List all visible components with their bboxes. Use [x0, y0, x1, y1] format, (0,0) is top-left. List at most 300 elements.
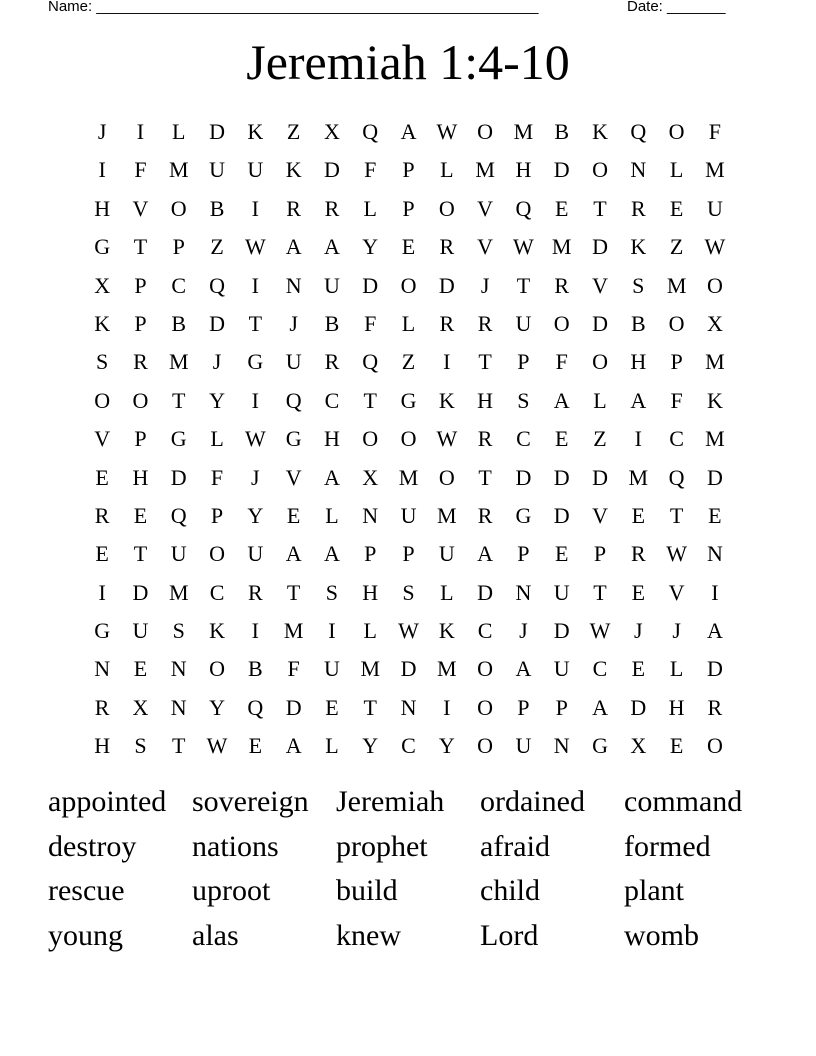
grid-letter: S: [134, 733, 147, 759]
grid-letter: U: [553, 579, 570, 605]
grid-letter: O: [668, 310, 685, 336]
grid-letter: T: [172, 733, 186, 759]
grid-letter: Q: [209, 272, 225, 298]
grid-letter: W: [436, 119, 458, 144]
grid-letter: R: [707, 694, 723, 720]
grid-letter: N: [400, 694, 417, 720]
grid-letter: V: [285, 464, 302, 490]
grid-letter: Y: [438, 733, 455, 759]
grid-letter: R: [439, 310, 455, 336]
word-list-item: Jeremiah: [336, 785, 445, 818]
grid-letter: R: [477, 310, 493, 336]
word-list-item: build: [336, 874, 398, 907]
grid-letter: Q: [362, 119, 379, 144]
grid-letter: D: [515, 464, 532, 490]
grid-letter: L: [363, 618, 377, 644]
grid-letter: Z: [593, 426, 607, 452]
grid-letter: M: [705, 157, 725, 183]
grid-letter: I: [136, 119, 145, 144]
grid-letter: T: [593, 579, 607, 605]
grid-letter: T: [478, 464, 492, 490]
grid-letter: D: [553, 464, 570, 490]
grid-letter: N: [285, 272, 302, 298]
grid-letter: K: [630, 234, 647, 260]
grid-letter: D: [323, 157, 340, 183]
grid-letter: S: [96, 349, 109, 375]
grid-letter: W: [206, 733, 228, 759]
grid-letter: D: [592, 464, 608, 490]
grid-letter: D: [477, 579, 494, 605]
grid-letter: L: [669, 656, 684, 682]
grid-letter: O: [668, 119, 685, 144]
grid-letter: D: [706, 464, 723, 490]
grid-letter: M: [705, 349, 725, 375]
grid-letter: O: [706, 272, 723, 298]
grid-letter: W: [244, 234, 266, 260]
grid-letter: O: [553, 310, 570, 336]
grid-letter: U: [247, 541, 264, 567]
grid-letter: J: [212, 349, 222, 375]
word-list: [48, 780, 768, 958]
grid-letter: I: [251, 195, 259, 221]
grid-letter: K: [438, 387, 455, 413]
grid-letter: Y: [362, 733, 379, 759]
grid-letter: P: [670, 349, 683, 375]
grid-letter: P: [402, 157, 415, 183]
grid-letter: E: [669, 195, 684, 221]
grid-letter: M: [168, 157, 189, 183]
grid-letter: I: [251, 272, 259, 298]
grid-letter: H: [94, 195, 111, 221]
grid-letter: A: [285, 234, 302, 260]
grid-letter: R: [94, 502, 110, 528]
grid-letter: R: [133, 349, 148, 375]
grid-letter: N: [170, 694, 187, 720]
grid-letter: Y: [209, 387, 225, 413]
grid-letter: V: [592, 502, 608, 528]
grid-letter: K: [706, 387, 723, 413]
grid-letter: C: [477, 618, 493, 644]
grid-letter: I: [634, 426, 642, 452]
grid-letter: M: [398, 464, 419, 490]
grid-letter: B: [209, 195, 225, 221]
grid-letter: W: [436, 426, 458, 452]
grid-letter: J: [672, 618, 681, 644]
grid-letter: E: [631, 579, 646, 605]
grid-letter: A: [706, 618, 723, 644]
grid-letter: I: [443, 349, 451, 375]
grid-letter: R: [94, 694, 110, 720]
grid-letter: Q: [668, 464, 685, 490]
word-list-item: child: [480, 874, 540, 907]
grid-letter: I: [711, 579, 719, 605]
grid-letter: A: [285, 541, 302, 567]
grid-letter: M: [666, 272, 687, 298]
grid-letter: G: [400, 387, 417, 413]
grid-letter: R: [324, 195, 340, 221]
grid-letter: U: [323, 656, 340, 682]
grid-letter: U: [400, 502, 417, 528]
grid-letter: J: [634, 618, 643, 644]
grid-letter: U: [170, 541, 187, 567]
grid-letter: C: [401, 733, 416, 759]
grid-letter: M: [437, 656, 457, 682]
grid-letter: P: [517, 694, 530, 720]
grid-letter: W: [398, 618, 419, 644]
word-list-item: ordained: [480, 785, 585, 818]
grid-letter: E: [554, 195, 569, 221]
grid-letter: X: [323, 119, 340, 144]
word-list-item: rescue: [48, 874, 125, 907]
grid-letter: O: [438, 195, 455, 221]
grid-letter: Q: [630, 119, 647, 144]
grid-letter: M: [705, 426, 725, 452]
grid-letter: D: [209, 119, 225, 144]
grid-letter: W: [704, 234, 726, 260]
grid-letter: W: [513, 234, 534, 260]
grid-letter: H: [132, 464, 149, 490]
grid-letter: D: [285, 694, 302, 720]
grid-letter: O: [438, 464, 455, 490]
grid-letter: I: [98, 157, 106, 183]
grid-letter: Z: [286, 119, 301, 144]
grid-letter: Z: [401, 349, 416, 375]
grid-letter: G: [515, 502, 532, 528]
grid-letter: E: [133, 502, 148, 528]
grid-letter: P: [402, 195, 415, 221]
grid-letter: A: [400, 119, 417, 144]
grid-letter: R: [477, 426, 493, 452]
grid-letter: G: [592, 733, 608, 759]
grid-letter: E: [325, 694, 339, 720]
word-list-item: command: [624, 785, 743, 818]
grid-letter: A: [323, 234, 340, 260]
grid-letter: O: [706, 733, 723, 759]
grid-letter: L: [325, 733, 339, 759]
grid-letter: D: [592, 234, 608, 260]
grid-letter: O: [132, 387, 149, 413]
grid-letter: C: [209, 579, 225, 605]
grid-letter: V: [477, 234, 494, 260]
grid-letter: V: [94, 426, 111, 452]
grid-letter: N: [630, 157, 647, 183]
grid-letter: P: [593, 541, 607, 567]
grid-letter: Y: [209, 694, 225, 720]
grid-letter: H: [94, 733, 111, 759]
grid-letter: R: [247, 579, 263, 605]
grid-letter: C: [324, 387, 340, 413]
grid-letter: E: [554, 426, 569, 452]
grid-letter: A: [323, 541, 340, 567]
date-field-label: Date: _______: [627, 0, 726, 15]
grid-letter: H: [668, 694, 685, 720]
grid-letter: T: [286, 579, 301, 605]
grid-letter: T: [593, 195, 607, 221]
grid-letter: J: [480, 272, 490, 298]
grid-letter: N: [553, 733, 570, 759]
grid-letter: H: [323, 426, 340, 452]
word-list-item: afraid: [480, 829, 550, 863]
grid-letter: N: [706, 541, 723, 567]
grid-letter: M: [168, 579, 189, 605]
grid-letter: T: [516, 272, 531, 298]
grid-letter: D: [400, 656, 417, 682]
grid-letter: M: [475, 157, 495, 183]
grid-letter: D: [438, 272, 455, 298]
grid-letter: U: [132, 618, 149, 644]
grid-letter: W: [666, 541, 687, 567]
grid-letter: O: [94, 387, 111, 413]
grid-letter: F: [287, 656, 300, 682]
grid-letter: U: [515, 733, 532, 759]
grid-letter: K: [247, 119, 264, 144]
grid-letter: H: [477, 387, 494, 413]
grid-letter: P: [172, 234, 185, 260]
grid-letter: T: [363, 694, 377, 720]
grid-letter: O: [170, 195, 187, 221]
grid-letter: A: [630, 387, 647, 413]
grid-letter: P: [210, 502, 224, 528]
grid-letter: R: [324, 349, 340, 375]
grid-letter: V: [132, 195, 149, 221]
grid-letter: O: [477, 656, 494, 682]
grid-letter: I: [98, 579, 106, 605]
word-list-item: knew: [336, 918, 401, 952]
grid-letter: L: [325, 502, 339, 528]
grid-letter: O: [400, 426, 417, 452]
word-list-item: uproot: [192, 874, 271, 907]
grid-letter: Z: [669, 234, 684, 260]
grid-letter: Y: [247, 502, 264, 528]
word-list-item: sovereign: [192, 785, 309, 818]
grid-letter: G: [94, 234, 111, 260]
grid-letter: M: [628, 464, 649, 490]
grid-letter: L: [210, 426, 224, 452]
grid-letter: S: [402, 579, 415, 605]
grid-letter: T: [133, 541, 148, 567]
grid-letter: J: [251, 464, 260, 490]
grid-letter: N: [362, 502, 379, 528]
grid-letter: E: [631, 656, 646, 682]
grid-letter: L: [593, 387, 607, 413]
word-list-item: Lord: [480, 918, 539, 952]
grid-letter: J: [289, 310, 298, 336]
word-search-grid: [83, 113, 734, 766]
grid-letter: O: [592, 349, 608, 375]
grid-letter: O: [209, 656, 225, 682]
grid-letter: O: [477, 119, 494, 144]
grid-letter: C: [592, 656, 608, 682]
grid-letter: P: [364, 541, 377, 567]
grid-letter: B: [324, 310, 340, 336]
grid-letter: D: [553, 157, 570, 183]
grid-letter: R: [630, 541, 646, 567]
grid-letter: T: [669, 502, 684, 528]
grid-letter: T: [248, 310, 263, 336]
grid-letter: L: [172, 119, 186, 144]
word-list-item: nations: [192, 829, 279, 863]
grid-letter: G: [170, 426, 187, 452]
grid-letter: E: [554, 541, 569, 567]
grid-letter: P: [134, 426, 147, 452]
grid-letter: V: [592, 272, 608, 298]
word-list-item: appointed: [48, 785, 167, 818]
grid-letter: O: [362, 426, 379, 452]
word-list-item: young: [48, 918, 123, 952]
grid-letter: K: [94, 310, 111, 336]
grid-letter: T: [363, 387, 377, 413]
grid-letter: D: [592, 310, 608, 336]
grid-letter: K: [209, 618, 225, 644]
grid-letter: A: [477, 541, 494, 567]
grid-letter: H: [362, 579, 379, 605]
grid-letter: M: [360, 656, 380, 682]
grid-letter: J: [97, 119, 107, 144]
grid-letter: E: [248, 733, 263, 759]
grid-letter: X: [362, 464, 379, 490]
grid-letter: X: [94, 272, 111, 298]
grid-letter: A: [553, 387, 570, 413]
grid-letter: R: [630, 195, 646, 221]
grid-letter: P: [517, 349, 530, 375]
grid-letter: P: [134, 310, 147, 336]
grid-letter: T: [478, 349, 492, 375]
grid-letter: G: [285, 426, 302, 452]
grid-letter: P: [555, 694, 568, 720]
grid-letter: P: [402, 541, 415, 567]
grid-letter: M: [513, 119, 534, 144]
grid-letter: F: [134, 157, 147, 183]
grid-letter: Q: [515, 195, 532, 221]
grid-letter: E: [669, 733, 684, 759]
word-list-item: alas: [192, 918, 239, 952]
grid-letter: L: [401, 310, 416, 336]
grid-letter: T: [172, 387, 186, 413]
grid-letter: I: [328, 618, 336, 644]
grid-letter: T: [133, 234, 148, 260]
grid-letter: E: [133, 656, 148, 682]
grid-letter: O: [477, 694, 494, 720]
grid-letter: M: [437, 502, 457, 528]
grid-letter: G: [94, 618, 111, 644]
grid-letter: A: [592, 694, 608, 720]
grid-letter: D: [362, 272, 379, 298]
grid-letter: J: [519, 618, 528, 644]
grid-letter: D: [630, 694, 647, 720]
grid-letter: M: [551, 234, 572, 260]
grid-letter: L: [363, 195, 377, 221]
grid-letter: U: [323, 272, 340, 298]
grid-letter: S: [632, 272, 645, 298]
grid-letter: A: [323, 464, 340, 490]
grid-letter: D: [553, 618, 570, 644]
grid-letter: F: [210, 464, 224, 490]
grid-letter: S: [172, 618, 185, 644]
grid-letter: P: [134, 272, 147, 298]
grid-letter: Q: [285, 387, 302, 413]
grid-letter: R: [477, 502, 493, 528]
grid-letter: V: [668, 579, 685, 605]
grid-letter: E: [286, 502, 301, 528]
page-title: Jeremiah 1:4-10: [246, 34, 570, 90]
grid-letter: W: [244, 426, 266, 452]
grid-letter: L: [440, 579, 454, 605]
grid-letter: N: [170, 656, 187, 682]
grid-letter: D: [209, 310, 225, 336]
grid-letter: K: [285, 157, 302, 183]
word-list-item: prophet: [336, 829, 428, 863]
grid-letter: B: [247, 656, 263, 682]
grid-letter: Y: [362, 234, 379, 260]
grid-letter: H: [515, 157, 532, 183]
grid-letter: Q: [247, 694, 264, 720]
word-list-item: womb: [624, 918, 699, 952]
grid-letter: U: [515, 310, 532, 336]
grid-letter: I: [251, 618, 259, 644]
grid-letter: E: [401, 234, 416, 260]
grid-letter: L: [440, 157, 454, 183]
grid-letter: U: [247, 157, 264, 183]
grid-letter: E: [631, 502, 646, 528]
grid-letter: G: [247, 349, 264, 375]
grid-letter: A: [285, 733, 302, 759]
grid-letter: U: [553, 656, 570, 682]
grid-letter: U: [706, 195, 723, 221]
grid-letter: B: [554, 119, 570, 144]
grid-letter: Z: [210, 234, 224, 260]
grid-letter: V: [477, 195, 494, 221]
grid-letter: U: [209, 157, 225, 183]
word-list-item: formed: [624, 829, 711, 863]
grid-letter: S: [517, 387, 530, 413]
grid-letter: F: [555, 349, 568, 375]
word-list-item: destroy: [48, 829, 137, 863]
grid-letter: R: [554, 272, 570, 298]
grid-letter: N: [515, 579, 532, 605]
grid-letter: F: [670, 387, 683, 413]
grid-letter: C: [516, 426, 531, 452]
grid-letter: F: [364, 310, 377, 336]
grid-letter: X: [132, 694, 149, 720]
name-field-label: Name: _____________________________________________________: [48, 0, 539, 15]
grid-letter: E: [95, 464, 109, 490]
grid-letter: I: [251, 387, 259, 413]
grid-letter: I: [443, 694, 451, 720]
grid-letter: U: [285, 349, 302, 375]
grid-letter: O: [477, 733, 494, 759]
grid-letter: R: [286, 195, 301, 221]
grid-letter: F: [708, 119, 722, 144]
grid-letter: H: [630, 349, 647, 375]
grid-letter: Q: [170, 502, 187, 528]
grid-letter: P: [517, 541, 530, 567]
grid-letter: D: [132, 579, 149, 605]
grid-letter: X: [630, 733, 647, 759]
grid-letter: B: [630, 310, 646, 336]
grid-letter: C: [171, 272, 187, 298]
grid-letter: F: [364, 157, 377, 183]
word-list-item: plant: [624, 874, 684, 907]
grid-letter: K: [592, 119, 608, 144]
grid-letter: L: [669, 157, 684, 183]
grid-letter: E: [708, 502, 722, 528]
grid-letter: O: [592, 157, 608, 183]
grid-letter: A: [515, 656, 532, 682]
grid-letter: O: [209, 541, 225, 567]
grid-letter: W: [589, 618, 611, 644]
grid-letter: M: [283, 618, 304, 644]
grid-letter: U: [438, 541, 455, 567]
